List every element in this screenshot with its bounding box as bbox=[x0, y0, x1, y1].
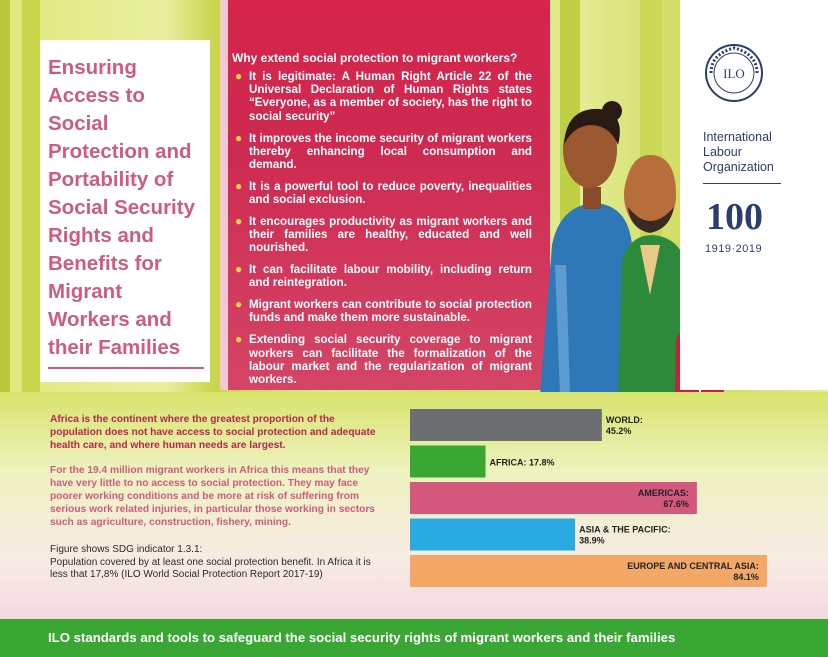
woman-hair-bun bbox=[602, 101, 622, 121]
org-name-line: Organization bbox=[703, 160, 774, 174]
list-item bbox=[232, 215, 532, 255]
list-item bbox=[232, 132, 532, 172]
bar-americas bbox=[410, 482, 697, 514]
list-item bbox=[232, 298, 532, 324]
bullet-text: It is a powerful tool to reduce poverty, inequalities and social exclusion. bbox=[249, 179, 532, 206]
bar-europe-and-central-asia bbox=[410, 555, 767, 587]
bar-label: AFRICA: 17.8% bbox=[489, 457, 555, 468]
org-divider bbox=[703, 183, 781, 184]
bar-label: ASIA & THE PACIFIC: 38.9% bbox=[579, 524, 671, 546]
list-item bbox=[232, 180, 532, 206]
org-name-line: Labour bbox=[703, 145, 742, 159]
bullet-text: It improves the income security of migrant workers thereby enhancing local consumption and demand. bbox=[249, 131, 532, 171]
bullet-text: It is legitimate: A Human Right Article 22 of the Universal Declaration of Human Rights states “Everyone, as a member of society, has the right to social security” bbox=[249, 70, 532, 123]
org-name-line: International bbox=[703, 130, 772, 144]
decorative-stripe bbox=[0, 0, 10, 392]
africa-detail: For the 19.4 million migrant workers in Africa this means that they have very little to no access to social protection. They may face poorer working conditions and be more at risk of suffering from serious work related injuries, in particular those working in sectors such as agriculture, construction, fishery, mining. bbox=[50, 465, 375, 528]
bar-asia-the-pacific bbox=[410, 519, 575, 551]
why-bullet-list bbox=[232, 70, 532, 395]
bar-label: WORLD: 45.2% bbox=[605, 415, 643, 436]
centenary-number: 100 bbox=[706, 196, 763, 235]
bullet-icon: ● bbox=[235, 178, 243, 193]
logo-text: ILO bbox=[723, 66, 745, 81]
bullet-text: It can facilitate labour mobility, including return and reintegration. bbox=[249, 263, 532, 290]
anniversary-years: 1919·2019 bbox=[705, 243, 763, 255]
figure-description: Population covered by at least one social protection benefit. In Africa it is less that 17,8% (ILO World Social Protection Report 2017-19) bbox=[50, 556, 371, 580]
woman-neck bbox=[583, 187, 601, 209]
bullet-icon: ● bbox=[235, 213, 243, 228]
africa-intro: Africa is the continent where the greatest proportion of the population does not have access to social protection and adequate health care, and where human needs are largest. bbox=[50, 414, 376, 451]
ilo-logo-icon bbox=[703, 42, 765, 104]
footer-banner: ILO standards and tools to safeguard the social security rights of migrant workers and their families bbox=[0, 619, 828, 657]
bar-world bbox=[410, 409, 602, 441]
figure-caption: Figure shows SDG indicator 1.3.1: bbox=[50, 544, 203, 555]
bullet-icon: ● bbox=[235, 332, 243, 347]
bullet-icon: ● bbox=[235, 69, 243, 83]
bar-label: EUROPE AND CENTRAL ASIA: 84.1% bbox=[627, 561, 759, 582]
coverage-bar-chart bbox=[410, 400, 790, 600]
bullet-icon: ● bbox=[235, 297, 243, 312]
list-item bbox=[232, 263, 532, 289]
why-heading: Why extend social protection to migrant workers? bbox=[232, 51, 518, 65]
org-name bbox=[703, 130, 813, 175]
figure-note bbox=[50, 544, 380, 582]
bullet-icon: ● bbox=[235, 130, 243, 145]
decorative-stripe bbox=[22, 0, 40, 392]
list-item bbox=[232, 70, 532, 123]
page-title: Ensuring Access to Social Protection and Portability of Social Security Rights and Benefits for Migrant Workers and their Families bbox=[48, 56, 195, 359]
bar-africa bbox=[410, 446, 486, 478]
bullet-text: It encourages productivity as migrant workers and their families are healthy, educated and well nourished. bbox=[249, 214, 532, 255]
list-item bbox=[232, 333, 532, 386]
bar-label: AMERICAS: 67.6% bbox=[637, 488, 689, 509]
centenary-logo-icon bbox=[704, 195, 779, 235]
bullet-text: Extending social security coverage to migrant workers can facilitate the formalization of the labour market and the regularization of migrant workers. bbox=[249, 333, 532, 386]
bullet-text: Migrant workers can contribute to social protection funds and make them more sustainable. bbox=[249, 298, 532, 325]
bullet-icon: ● bbox=[235, 262, 243, 277]
title-divider bbox=[48, 367, 204, 369]
